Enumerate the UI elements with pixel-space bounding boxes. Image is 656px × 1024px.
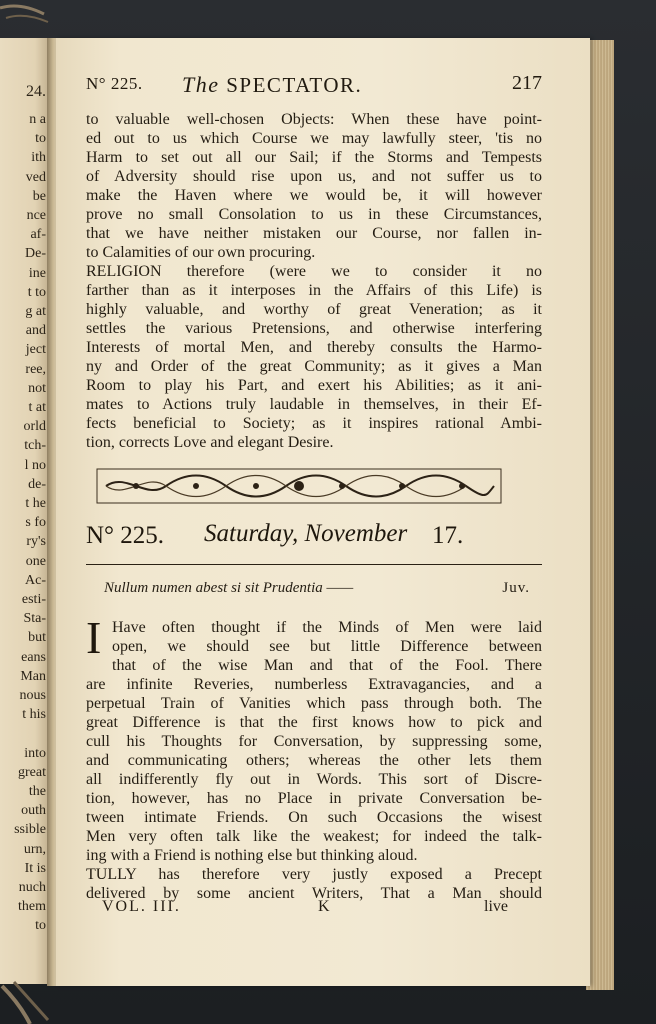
decorative-ornament-band — [96, 468, 502, 504]
essay-line: all indifferently fly out in Words. This sort of Discre- — [86, 771, 542, 788]
issue-number: N° 225. — [86, 522, 165, 549]
left-page-fragment: ry's — [26, 534, 46, 550]
left-page-fragment: the — [28, 784, 46, 799]
body-line: that we have neither mistaken our Course, nor fallen in- — [86, 225, 542, 242]
essay-line: ing with a Friend is nothing else but thinking aloud. — [86, 847, 418, 864]
body-line: Interests of mortal Men, and thereby consults the Harmo- — [86, 339, 542, 356]
body-line: ny and Order of the great Community; as it gives a Man — [86, 358, 542, 375]
left-page-fragment: ree, — [25, 361, 46, 377]
catchword: live — [484, 898, 508, 915]
issue-number-header: N° 225. — [86, 74, 143, 93]
left-page-fragment: to — [35, 131, 46, 147]
ribbon-top — [0, 0, 50, 30]
essay-line: tion, however, has no Place in private Conversation be- — [86, 790, 542, 807]
left-page-fragment: l no — [24, 457, 46, 473]
right-page — [56, 38, 590, 986]
essay-line: that of the wise Man and that of the Fool. There — [112, 657, 542, 674]
left-page-fragment: nuch — [18, 880, 46, 895]
left-page-fragment: ine — [28, 265, 46, 281]
running-header — [86, 72, 542, 96]
page-number: 217 — [512, 72, 542, 94]
drop-capital: I — [86, 612, 102, 663]
body-line: RELIGION therefore (were we to consider it no — [86, 263, 542, 280]
left-page-fragment: af- — [30, 227, 46, 243]
left-page-fragment: De- — [25, 246, 46, 262]
volume-label: VOL. III. — [102, 898, 181, 915]
left-page-fragment: orld — [23, 419, 46, 435]
left-page-fragment: esti- — [21, 592, 46, 607]
page-edges — [586, 40, 614, 990]
left-page-fragment: eans — [21, 649, 46, 665]
signature-mark: K — [318, 898, 330, 915]
body-line: Harm to set out all our Sail; if the Storms and Tempests — [86, 149, 542, 166]
essay-text — [86, 612, 542, 902]
motto-author: Juv. — [502, 580, 530, 596]
essay-line: delivered by some ancient Writers, That a Man should — [86, 885, 542, 902]
essay-line: Have often thought if the Minds of Men were laid — [112, 619, 542, 636]
body-line: to Calamities of our own procuring. — [86, 244, 316, 261]
left-page-fragment: g at — [25, 304, 46, 319]
body-line: ed out to us which Course we may lawfully steer, 'tis no — [86, 130, 542, 147]
left-page-fragment: s fo — [25, 515, 46, 531]
left-page-fragment: ith — [31, 150, 46, 166]
motto-latin: Nullum numen abest si sit Prudentia —— — [104, 580, 354, 596]
left-page-fragment: urn, — [23, 841, 46, 857]
left-page-fragment: ject — [25, 342, 46, 358]
essay-line: Men very often talk like the weakest; for indeed the talk- — [86, 828, 542, 845]
left-page-fragment: Sta- — [23, 611, 46, 627]
left-page-fragment: t his — [22, 707, 46, 723]
left-page-fragment: tch- — [24, 438, 46, 454]
body-line: Room to play his Part, and exert his Abilities; as it ani- — [86, 377, 542, 394]
left-page-fragment: ved — [25, 169, 46, 185]
left-page-fragment: t he — [25, 496, 46, 511]
left-page-fragment: nous — [19, 688, 46, 703]
left-page-fragment: to — [35, 918, 46, 934]
body-line: make the Haven where we would be, it will however — [86, 187, 542, 204]
body-line: farther than as it interposes in the Affairs of this Life) is — [86, 282, 542, 299]
left-page-header: 24. — [26, 83, 46, 100]
issue-date: Saturday, November — [204, 520, 408, 547]
essay-line: perpetual Train of Vanities which pass through both. The — [86, 695, 542, 712]
left-page-fragment: It is — [24, 860, 46, 876]
left-page-fragment: ssible — [14, 822, 46, 838]
left-page-fragment: and — [25, 323, 46, 339]
left-page-fragment: Ac- — [25, 572, 46, 588]
body-line: tion, corrects Love and elegant Desire. — [86, 434, 334, 451]
ribbon-bottom — [0, 980, 60, 1024]
left-page-fragment: be — [32, 188, 46, 204]
left-page-fragment: Man — [20, 668, 46, 684]
left-page-fragment: de- — [28, 476, 46, 492]
essay-line: cull his Thoughts for Conversation, by suppressing some, — [86, 733, 542, 750]
body-line: prove no small Consolation to us in these Circumstances, — [86, 206, 542, 223]
left-page-fragment: outh — [21, 803, 46, 819]
left-page-fragment: not — [28, 380, 46, 396]
body-line: to valuable well-chosen Objects: When these have point- — [86, 111, 542, 128]
essay-line: and communicating others; whereas the other lets them — [86, 752, 542, 769]
left-page-fragment: them — [18, 899, 46, 915]
body-text-top — [86, 110, 542, 460]
left-page-fragment: great — [18, 764, 46, 780]
publication-title: The SPECTATOR. — [182, 72, 363, 97]
essay-line: are infinite Reveries, numberless Extravagancies, and a — [86, 676, 542, 693]
left-page-fragment: one — [25, 553, 46, 569]
essay-line: open, we should see but little Difference between — [112, 638, 542, 655]
essay-line: great Difference is that the first knows how to pick and — [86, 714, 542, 731]
rule-top — [86, 564, 542, 565]
left-page — [0, 38, 50, 984]
left-page-fragment: into — [24, 745, 46, 761]
left-page-fragment: t to — [27, 284, 46, 300]
body-line: of Adversity should rise upon us, and not suffer us to — [86, 168, 542, 185]
left-page-fragment: n a — [29, 112, 46, 127]
body-line: fects beneficial to Society; as it inspires rational Ambi- — [86, 415, 542, 432]
left-page-fragment: but — [28, 630, 46, 646]
issue-day: 17. — [432, 522, 464, 549]
motto — [104, 580, 530, 597]
body-line: mates to Actions truly laudable in themselves, in their Ef- — [86, 396, 542, 413]
left-page-fragment: t at — [28, 400, 46, 415]
body-line: highly valuable, and worthy of great Veneration; as it — [86, 301, 542, 318]
essay-line: TULLY has therefore very justly exposed a Precept — [86, 866, 542, 883]
body-line: settles the various Pretensions, and otherwise interfering — [86, 320, 542, 337]
issue-heading — [86, 520, 542, 554]
left-page-fragment: nce — [26, 208, 46, 223]
essay-line: tween intimate Friends. On such Occasions the wisest — [86, 809, 542, 826]
